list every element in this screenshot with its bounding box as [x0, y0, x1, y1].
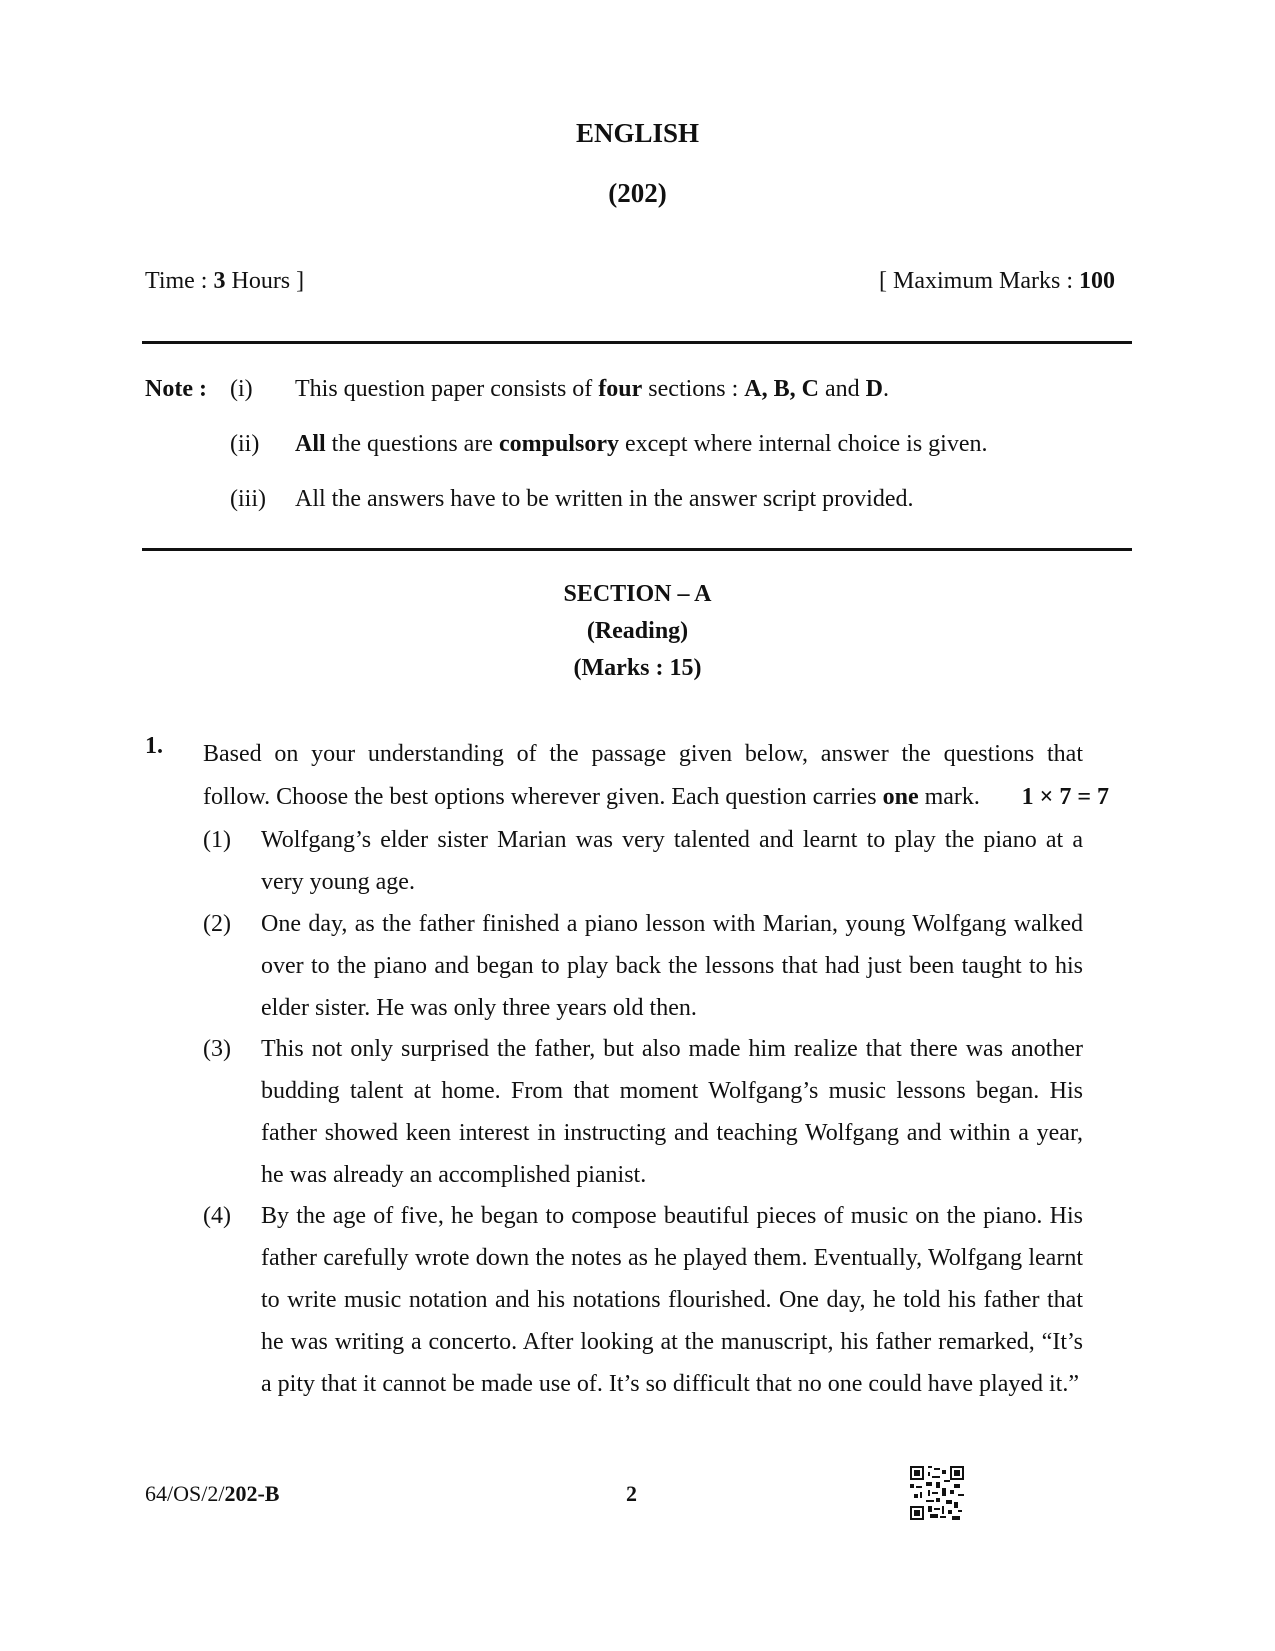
note-item: All the questions are compulsory except where internal choice is given. [295, 431, 988, 457]
note-label: Note : [145, 376, 207, 402]
question-instruction-line2: follow. Choose the best options wherever given. Each question carries one mark. [203, 784, 980, 810]
marks-formula: 1 × 7 = 7 [1021, 784, 1109, 810]
passage-paragraph: By the age of five, he began to compose beautiful pieces of music on the piano. His father carefully wrote down the notes as he played them. Eventually, Wolfgang learnt to write music notation and his notations flourished. One day, he told his father that he was writing a concerto. After looking at the manuscript, his father remarked, “It’s a pity that it cannot be made use of. It’s so difficult that no one could have played it.” [261, 1203, 1083, 1397]
paragraph-number: (2) [203, 911, 231, 937]
question-number: 1. [145, 733, 163, 759]
section-subtitle: (Reading) [586, 618, 689, 644]
paragraph-number: (3) [203, 1036, 231, 1062]
note-number: (ii) [230, 431, 260, 457]
time-info: Time : 3 Hours ] [145, 268, 305, 294]
section-marks: (Marks : 15) [573, 655, 702, 681]
note-item: This question paper consists of four sections : A, B, C and D. [295, 376, 889, 402]
maximum-marks: [ Maximum Marks : 100 [879, 268, 1115, 294]
note-number: (iii) [230, 486, 266, 512]
note-item: All the answers have to be written in the answer script provided. [295, 486, 914, 512]
question-instruction-line1: Based on your understanding of the passage given below, answer the questions that [203, 741, 1083, 767]
passage-paragraph: Wolfgang’s elder sister Marian was very talented and learnt to play the piano at a very young age. [261, 827, 1083, 895]
bottom-divider [142, 548, 1132, 551]
passage-paragraph: One day, as the father finished a piano lesson with Marian, young Wolfgang walked over to the piano and began to play back the lessons that had just been taught to his elder sister. He was only three years old then. [261, 911, 1083, 1021]
paper-code: 64/OS/2/202-B [145, 1481, 280, 1506]
page-number: 2 [626, 1481, 637, 1506]
note-number: (i) [230, 376, 253, 402]
subject-code: (202) [608, 178, 667, 208]
paragraph-number: (4) [203, 1203, 231, 1229]
top-divider [142, 341, 1132, 344]
section-title: SECTION – A [563, 581, 712, 607]
subject-title: ENGLISH [575, 118, 700, 148]
qr-code-icon [910, 1466, 964, 1520]
passage-paragraph: This not only surprised the father, but also made him realize that there was another budding talent at home. From that moment Wolfgang’s music lessons began. His father showed keen interest in instructing and teaching Wolfgang and within a year, he was already an accomplished pianist. [261, 1036, 1083, 1188]
paragraph-number: (1) [203, 827, 231, 853]
